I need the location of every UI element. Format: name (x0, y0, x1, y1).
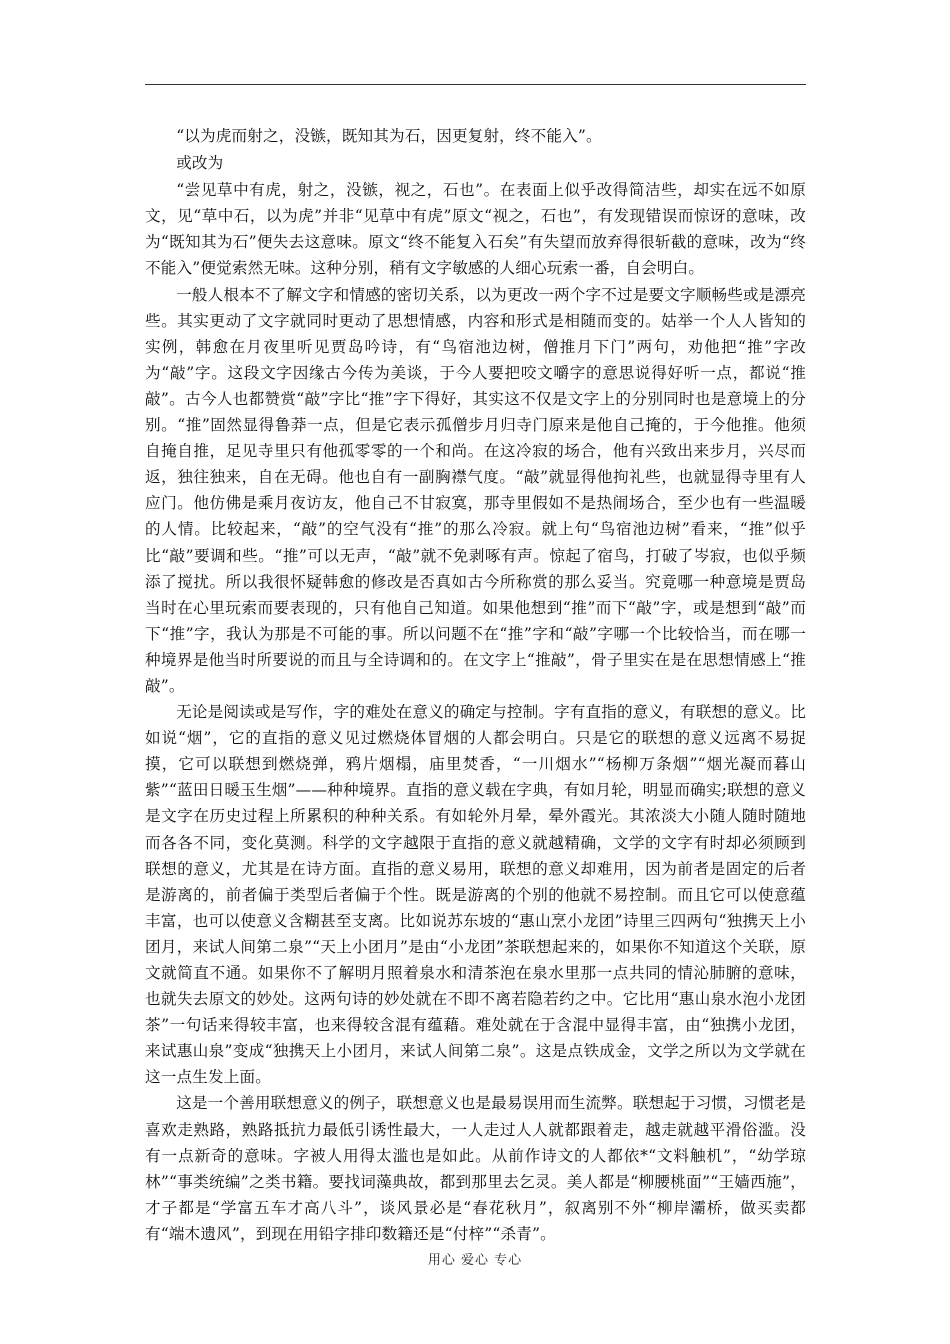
header-rule (145, 84, 806, 85)
paragraph-cliche-association: 这是一个善用联想意义的例子，联想意义也是最易误用而生流弊。联想起于习惯，习惯老是喜欢走熟路，熟路抵抗力最低引诱性最大，一人走过人人就都跟着走，越走就越平滑俗滥。没有一点新奇的意味。字被人用得太滥也是如此。从前作诗文的人都依*“文料触机”，“幼学琼林”“事类统编”之类书籍。要找词藻典故，都到那里去乞灵。美人都是“柳腰桃面”“王嫱西施”，才子都是“学富五车才高八斗”，谈风景必是“春花秋月”，叙离别不外“柳岸灞桥，做买卖都有“端木遗风”，到现在用铅字排印数籍还是“付梓”“杀青”。 (145, 1094, 806, 1243)
paragraph-quote-original: “以为虎而射之，没镞，既知其为石，因更复射，终不能入”。 (176, 127, 602, 145)
paragraph-tui-qiao: 一般人根本不了解文字和情感的密切关系，以为更改一两个字不过是要文字顺畅些或是漂亮些。其实更动了文字就同时更动了思想情感，内容和形式是相随而变的。姑举一个人人皆知的实例，韩愈在月夜里听见贾岛吟诗，有“鸟宿池边树，僧推月下门”两句，劝他把“推”字改为“敲”字。这段文字因缘古今传为美谈，于今人要把咬文嚼字的意思说得好听一点，都说“推敲”。古今人也都赞赏“敲”字比“推”字下得好，其实这不仅是文字上的分别同时也是意境上的分别。“推”固然显得鲁莽一点，但是它表示孤僧步月归寺门原来是他自己掩的，于今他推。他须自掩自推，足见寺里只有他孤零零的一个和尚。在这冷寂的场合，他有兴致出来步月，兴尽而返，独往独来，自在无碍。他也自有一副胸襟气度。“敲”就显得他拘礼些，也就显得寺里有人应门。他仿佛是乘月夜访友，他自己不甘寂寞，那寺里假如不是热闹场合，至少也有一些温暖的人情。比较起来，“敲”的空气没有“推”的那么冷寂。就上句“鸟宿池边树”看来，“推”似乎比“敲”要调和些。“推”可以无声，“敲”就不免剥啄有声。惊起了宿鸟，打破了岑寂，也似乎频添了搅扰。所以我很怀疑韩愈的修改是否真如古今所称赏的那么妥当。究竟哪一种意境是贾岛当时在心里玩索而要表现的，只有他自己知道。如果他想到“推”而下“敲”字，或是想到“敲”而下“推”字，我认为那是不可能的事。所以问题不在“推”字和“敲”字哪一个比较恰当，而在哪一种境界是他当时所要说的而且与全诗调和的。在文字上“推敲”，骨子里实在是在思想情感上“推敲”。 (145, 285, 806, 695)
paragraph-meaning-association: 无论是阅读或是写作，字的难处在意义的确定与控制。字有直指的意义，有联想的意义。比如说“烟”，它的直指的意义见过燃烧体冒烟的人都会明白。只是它的联想的意义远离不易捉摸，它可以联想到燃烧弹，鸦片烟榻，庙里焚香，“一川烟水”“杨柳万条烟”“烟光凝而暮山紫”“蓝田日暖玉生烟”——种种境界。直指的意义载在字典，有如月轮，明显而确实;联想的意义是文字在历史过程上所累积的种种关系。有如轮外月晕，晕外霞光。其浓淡大小随人随时随地而各各不同，变化莫测。科学的文字越限于直指的意义就越精确，文学的文字有时却必须顾到联想的意义，尤其是在诗方面。直指的意义易用，联想的意义却难用，因为前者是固定的后者是游离的，前者偏于类型后者偏于个性。既是游离的个别的他就不易控制。而且它可以使意蕴丰富，也可以使意义含糊甚至支离。比如说苏东坡的“惠山烹小龙团”诗里三四两句“独携天上小团月，来试人间第二泉”“天上小团月”是由“小龙团”茶联想起来的，如果你不知道这个关联，原文就简直不通。如果你不了解明月照着泉水和清茶泡在泉水里那一点共同的情沁肺腑的意味，也就失去原文的妙处。这两句诗的妙处就在不即不离若隐若约之中。它比用“惠山泉水泡小龙团茶”一句话来得较丰富，也来得较含混有蕴藉。难处就在于含混中显得丰富，由“独携小龙团，来试惠山泉”变成“独携天上小团月，来试人间第二泉”。这是点铁成金，文学之所以为文学就在这一点生发上面。 (145, 703, 806, 1087)
page-footer: 用心 爱心 专心 (427, 1253, 523, 1268)
document-body (145, 123, 806, 1247)
paragraph-revision-comparison: “尝见草中有虎，射之，没镞，视之，石也”。在表面上似乎改得简洁些，却实在远不如原文，见“草中石，以为虎”并非“见草中有虎”原文“视之，石也”，有发现错误而惊讶的意味，改为“既知其为石”便失去这意味。原文“终不能复入石矣”有失望而放弃得很斩截的意味，改为“终不能入”便觉索然无味。这种分别，稍有文字敏感的人细心玩索一番，自会明白。 (145, 181, 806, 278)
paragraph-or-changed: 或改为 (176, 154, 224, 173)
